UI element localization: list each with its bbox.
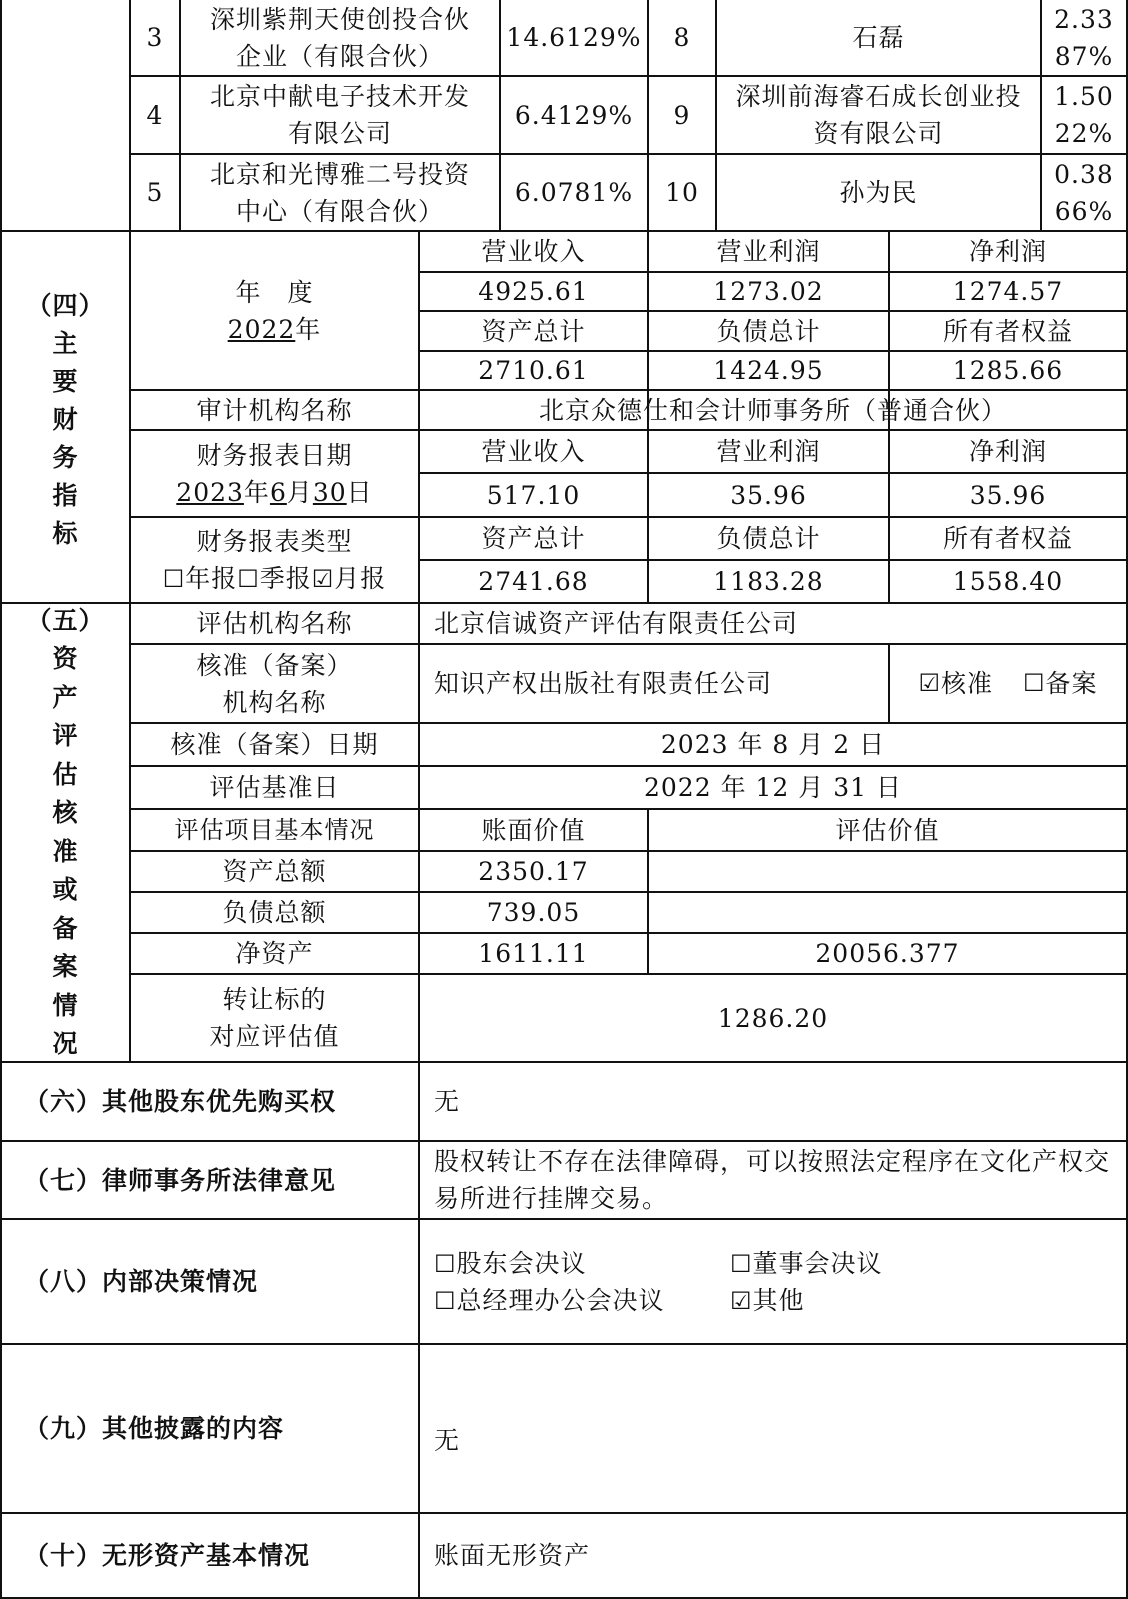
section-5-char: 准	[52, 836, 79, 866]
audit-label: 审计机构名称	[196, 395, 353, 425]
report-type-cell	[131, 518, 418, 602]
report-date-value	[176, 474, 372, 511]
net-assets-label: 净资产	[235, 939, 314, 968]
section-8-label: （八）内部决策情况	[24, 1267, 259, 1296]
header-net-profit: 净利润	[968, 437, 1047, 466]
report-date-m: 月	[286, 477, 313, 507]
period-revenue: 517.10	[486, 480, 581, 510]
section-8-row	[730, 1245, 883, 1283]
header-liabilities: 负债总计	[716, 524, 821, 553]
sh-ratio-b	[1042, 77, 1126, 153]
section-10-value: 账面无形资产	[434, 1541, 591, 1570]
option-approve: 核准	[940, 669, 993, 698]
section-5-index: （五）	[26, 605, 105, 635]
header-net-profit: 净利润	[968, 237, 1047, 266]
checkbox-empty-icon[interactable]: ☐	[434, 1250, 457, 1278]
section-5-char: 案	[52, 952, 79, 981]
agency-value: 北京信诚资产评估有限责任公司	[434, 609, 799, 638]
approve-date-label: 核准（备案）日期	[170, 730, 379, 759]
header-liabilities: 负债总计	[716, 316, 821, 346]
sh-no-a: 4	[146, 100, 164, 130]
sh-ratio-b-line1: 1.50	[1054, 82, 1114, 111]
header-assets: 资产总计	[481, 524, 586, 553]
target-value: 1286.20	[717, 1003, 829, 1033]
section-4-title	[2, 280, 129, 560]
report-date-label: 财务报表日期	[196, 440, 353, 470]
sh-name-a-line1: 深圳紫荆天使创投合伙	[209, 4, 470, 34]
sh-name-a-line1: 北京中献电子技术开发	[209, 82, 470, 111]
sh-name-a	[181, 0, 499, 75]
section-8-row	[434, 1245, 587, 1283]
header-op-profit: 营业利润	[716, 437, 821, 466]
sh-ratio-b-line2: 87%	[1054, 41, 1114, 71]
section-4-char: 务	[52, 443, 79, 472]
sh-name-a-line2: 中心（有限合伙）	[235, 196, 444, 226]
section-10-label: （十）无形资产基本情况	[24, 1541, 311, 1570]
annual-op-profit: 1273.02	[713, 277, 824, 306]
sh-name-b-line1: 深圳前海睿石成长创业投	[735, 82, 1022, 111]
header-equity: 所有者权益	[942, 524, 1073, 553]
period-equity: 1558.40	[952, 567, 1064, 596]
report-type-quarter: 季报	[259, 563, 312, 593]
approve-label-line1: 核准（备案）	[196, 650, 353, 680]
period-op-profit: 35.96	[730, 480, 807, 510]
section-5-char: 产	[52, 682, 79, 712]
section-7-label: （七）律师事务所法律意见	[24, 1165, 337, 1195]
section-6-value: 无	[434, 1087, 461, 1116]
sh-ratio-b-line1: 0.38	[1054, 159, 1114, 189]
sh-no-a: 5	[146, 178, 164, 207]
checkbox-checked-icon[interactable]: ☑	[730, 1287, 753, 1315]
approve-label-line2: 机构名称	[222, 687, 327, 717]
total-liab-book: 739.05	[486, 898, 581, 927]
checkbox-checked-icon[interactable]: ☑	[311, 564, 335, 593]
report-date-d: 日	[346, 477, 373, 507]
year-value: 2022	[227, 314, 296, 344]
section-6-label: （六）其他股东优先购买权	[24, 1087, 337, 1116]
audit-value: 北京众德仕和会计师事务所（普通合伙）	[538, 395, 1007, 425]
sh-name-b-line1: 孙为民	[839, 178, 918, 207]
checkbox-empty-icon[interactable]: ☐	[730, 1250, 753, 1278]
section-9-label: （九）其他披露的内容	[24, 1414, 285, 1443]
section-5-char: 资	[52, 644, 79, 673]
period-net-profit: 35.96	[969, 480, 1047, 510]
section-5-char: 情	[52, 990, 79, 1020]
section-4-char: 财	[52, 405, 79, 434]
target-label-line2: 对应评估值	[209, 1022, 340, 1051]
sh-ratio-b-line2: 22%	[1054, 119, 1114, 148]
sh-name-a-line1: 北京和光博雅二号投资	[209, 159, 470, 189]
checkbox-empty-icon[interactable]: ☐	[237, 564, 260, 593]
total-assets-book: 2350.17	[478, 857, 589, 886]
header-op-profit: 营业利润	[716, 237, 821, 266]
sh-name-b-line1: 石磊	[852, 23, 905, 52]
sh-ratio-b-line2: 66%	[1054, 196, 1114, 226]
sh-no-b: 10	[665, 178, 699, 207]
book-value-header: 账面价值	[481, 815, 586, 845]
sh-ratio-a: 14.6129%	[506, 23, 642, 52]
section-5-char: 况	[52, 1029, 79, 1058]
report-date-y: 年	[243, 477, 270, 507]
sh-name-b	[717, 77, 1040, 153]
annual-liabilities: 1424.95	[713, 356, 824, 385]
period-assets: 2741.68	[478, 567, 589, 596]
report-date-cell	[131, 431, 418, 516]
sh-ratio-b-line1: 2.33	[1054, 4, 1114, 34]
section-4-index: （四）	[26, 291, 105, 320]
section-9-value: 无	[434, 1425, 461, 1455]
target-label	[131, 975, 418, 1061]
header-revenue: 营业收入	[481, 437, 586, 466]
annual-equity: 1285.66	[952, 356, 1064, 385]
section-7-value: 股权转让不存在法律障碍，可以按照法定程序在文化产权交易所进行挂牌交易。	[434, 1147, 1111, 1213]
sh-name-a	[181, 77, 499, 153]
section-8-row	[434, 1282, 665, 1320]
sh-name-a-line2: 企业（有限合伙）	[235, 41, 444, 71]
sh-name-a-line2: 有限公司	[287, 119, 392, 148]
year-label-cell	[131, 232, 418, 389]
base-date-value: 2022 年 12 月 31 日	[644, 773, 902, 802]
approve-label	[131, 645, 418, 722]
header-equity: 所有者权益	[942, 316, 1073, 346]
sh-name-b	[717, 0, 1040, 75]
period-liabilities: 1183.28	[713, 567, 824, 596]
section-4-char: 标	[52, 519, 79, 548]
report-type-annual: 年报	[185, 563, 238, 593]
eval-value-header: 评估价值	[835, 815, 940, 845]
section-5-char: 评	[52, 721, 79, 750]
sh-name-b	[717, 155, 1040, 230]
sh-no-b: 8	[673, 23, 691, 52]
section-5-char: 备	[52, 913, 79, 943]
sh-ratio-b	[1042, 155, 1126, 230]
section-4-char: 主	[52, 329, 79, 358]
section-8-options	[420, 1245, 1126, 1325]
target-label-line1: 转让标的	[222, 985, 327, 1014]
header-assets: 资产总计	[481, 316, 586, 346]
option-other: 其他	[752, 1286, 805, 1315]
net-assets-book: 1611.11	[478, 939, 589, 968]
sh-ratio-a: 6.0781%	[514, 178, 634, 207]
year-value-line	[228, 311, 322, 348]
sh-name-a	[181, 155, 499, 230]
checkbox-empty-icon[interactable]: ☐	[162, 564, 186, 593]
approve-date-value: 2023 年 8 月 2 日	[660, 730, 886, 759]
report-type-label: 财务报表类型	[196, 526, 353, 556]
sh-no-b: 9	[673, 100, 691, 130]
option-board: 董事会决议	[752, 1249, 883, 1278]
option-shareholders: 股东会决议	[456, 1249, 587, 1278]
total-liab-label: 负债总额	[222, 898, 327, 927]
option-record: 备案	[1045, 669, 1098, 698]
report-type-month: 月报	[334, 563, 387, 593]
sh-ratio-a: 6.4129%	[514, 100, 634, 130]
sh-ratio-b	[1042, 0, 1126, 75]
section-4-char: 指	[52, 481, 79, 510]
report-date-month: 6	[269, 477, 287, 507]
year-suffix: 年	[295, 314, 322, 344]
items-label: 评估项目基本情况	[174, 815, 375, 844]
section-5-char: 核	[52, 798, 79, 827]
option-gm-meeting: 总经理办公会决议	[456, 1286, 665, 1315]
annual-assets: 2710.61	[478, 356, 589, 385]
approve-options	[890, 645, 1126, 722]
agency-label: 评估机构名称	[196, 609, 353, 638]
report-type-options	[163, 560, 387, 598]
section-5-title	[2, 604, 129, 1061]
total-assets-label: 资产总额	[222, 857, 327, 886]
checkbox-checked-icon[interactable]: ☑	[918, 669, 941, 697]
approve-value: 知识产权出版社有限责任公司	[434, 669, 773, 698]
section-8-row	[730, 1282, 805, 1320]
header-revenue: 营业收入	[481, 237, 586, 266]
section-5-char: 估	[52, 759, 79, 789]
sh-no-a: 3	[146, 23, 164, 52]
annual-revenue: 4925.61	[478, 277, 589, 306]
net-assets-eval: 20056.377	[815, 939, 960, 968]
section-5-char: 或	[52, 875, 79, 904]
section-4-char: 要	[52, 367, 79, 396]
year-label: 年 度	[235, 277, 314, 307]
annual-net-profit: 1274.57	[952, 277, 1064, 306]
report-date-day: 30	[312, 477, 347, 507]
sh-name-b-line2: 资有限公司	[813, 119, 944, 148]
checkbox-empty-icon[interactable]: ☐	[434, 1287, 457, 1315]
checkbox-empty-icon[interactable]: ☐	[1023, 669, 1046, 697]
base-date-label: 评估基准日	[209, 773, 340, 802]
report-date-year: 2023	[176, 477, 244, 507]
